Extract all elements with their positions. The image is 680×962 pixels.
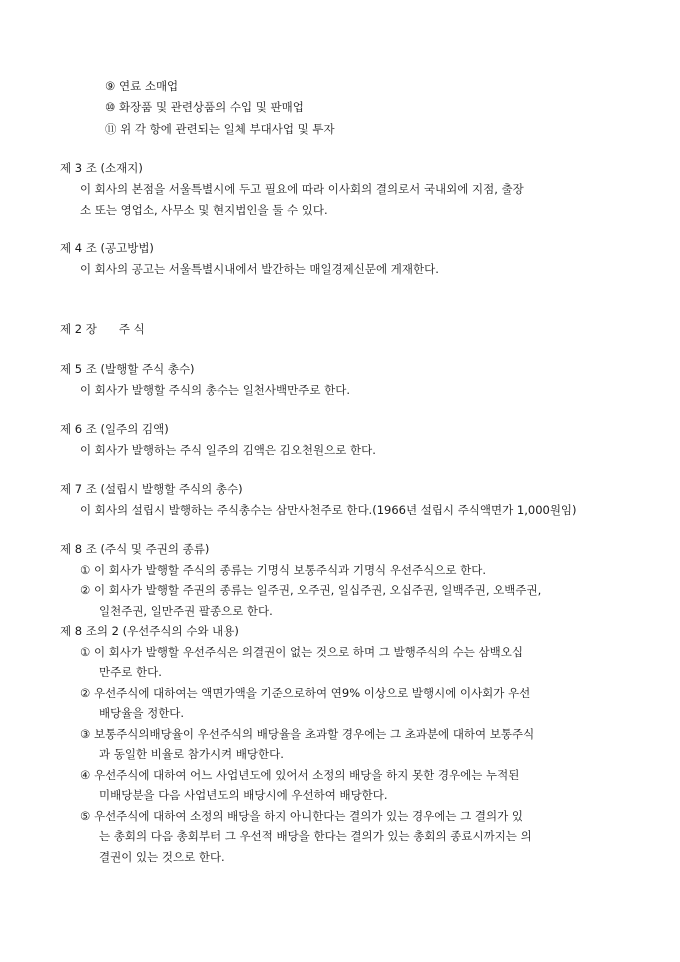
article-heading: 제 8 조 (주식 및 주권의 종류) — [60, 542, 210, 556]
clause: ② 우선주식에 대하여는 액면가액을 기준으로하여 연9% 이상으로 발행시에 이사회가 우선 — [80, 686, 531, 700]
clause: ③ 보통주식의배당율이 우선주식의 배당율을 초과할 경우에는 그 초과분에 대하여 보통주식 — [80, 727, 535, 741]
clause: ② 이 회사가 발행할 주권의 종류는 일주권, 오주권, 일십주권, 오십주권, 일백주권, 오백주권, — [80, 583, 542, 597]
list-item: ⑩ 화장품 및 관련상품의 수입 및 판매업 — [105, 100, 304, 114]
clause: ⑤ 우선주식에 대하여 소정의 배당을 하지 아니한다는 결의가 있는 경우에는 그 결의가 있 — [80, 809, 523, 823]
clause: ④ 우선주식에 대하여 어느 사업년도에 있어서 소정의 배당을 하지 못한 경우에는 누적된 — [80, 768, 520, 782]
clause-continuation: 과 동일한 비율로 참가시켜 배당한다. — [99, 747, 284, 761]
clause: ① 이 회사가 발행할 주식의 종류는 기명식 보통주식과 기명식 우선주식으로 한다. — [80, 563, 487, 577]
clause-continuation: 만주로 한다. — [99, 665, 162, 679]
article-text: 이 회사의 설립시 발행하는 주식총수는 삼만사천주로 한다.(1966년 설립시 주식액면가 1,000원임) — [80, 503, 577, 517]
chapter-title: 주 식 — [118, 322, 145, 336]
clause-continuation: 미배당분을 다음 사업년도의 배당시에 우선하여 배당한다. — [99, 788, 388, 802]
clause-continuation: 일천주권, 일만주권 팔종으로 한다. — [99, 604, 273, 618]
article-text: 소 또는 영업소, 사무소 및 현지법인을 둘 수 있다. — [80, 203, 328, 217]
chapter-number: 제 2 장 — [60, 322, 97, 336]
clause-continuation: 배당율을 정한다. — [99, 706, 185, 720]
article-text: 이 회사가 발행하는 주식 일주의 김액은 김오천원으로 한다. — [80, 443, 376, 457]
list-item: ⑪ 위 각 항에 관련되는 일체 부대사업 및 투자 — [105, 122, 335, 136]
article-heading: 제 8 조의 2 (우선주식의 수와 내용) — [60, 624, 239, 638]
clause: ① 이 회사가 발행할 우선주식은 의결권이 없는 것으로 하며 그 발행주식의 수는 삼백오십 — [80, 645, 523, 659]
article-text: 이 회사가 발행할 주식의 총수는 일천사백만주로 한다. — [80, 383, 350, 397]
clause-continuation: 결권이 있는 것으로 한다. — [99, 850, 225, 864]
article-heading: 제 5 조 (발행할 주식 총수) — [60, 362, 195, 376]
article-text: 이 회사의 공고는 서울특별시내에서 발간하는 매일경제신문에 게재한다. — [80, 262, 439, 276]
clause-continuation: 는 총회의 다음 총회부터 그 우선적 배당을 한다는 결의가 있는 총회의 종료시까지는 의 — [99, 829, 532, 843]
chapter-heading — [60, 321, 145, 337]
article-text: 이 회사의 본점을 서울특별시에 두고 필요에 따라 이사회의 결의로서 국내외에 지점, 출장 — [80, 182, 524, 196]
article-heading: 제 3 조 (소재지) — [60, 161, 143, 175]
article-heading: 제 6 조 (일주의 김액) — [60, 422, 169, 436]
article-heading: 제 7 조 (설립시 발행할 주식의 총수) — [60, 482, 243, 496]
article-heading: 제 4 조 (공고방법) — [60, 241, 154, 255]
list-item: ⑨ 연료 소매업 — [105, 79, 179, 93]
